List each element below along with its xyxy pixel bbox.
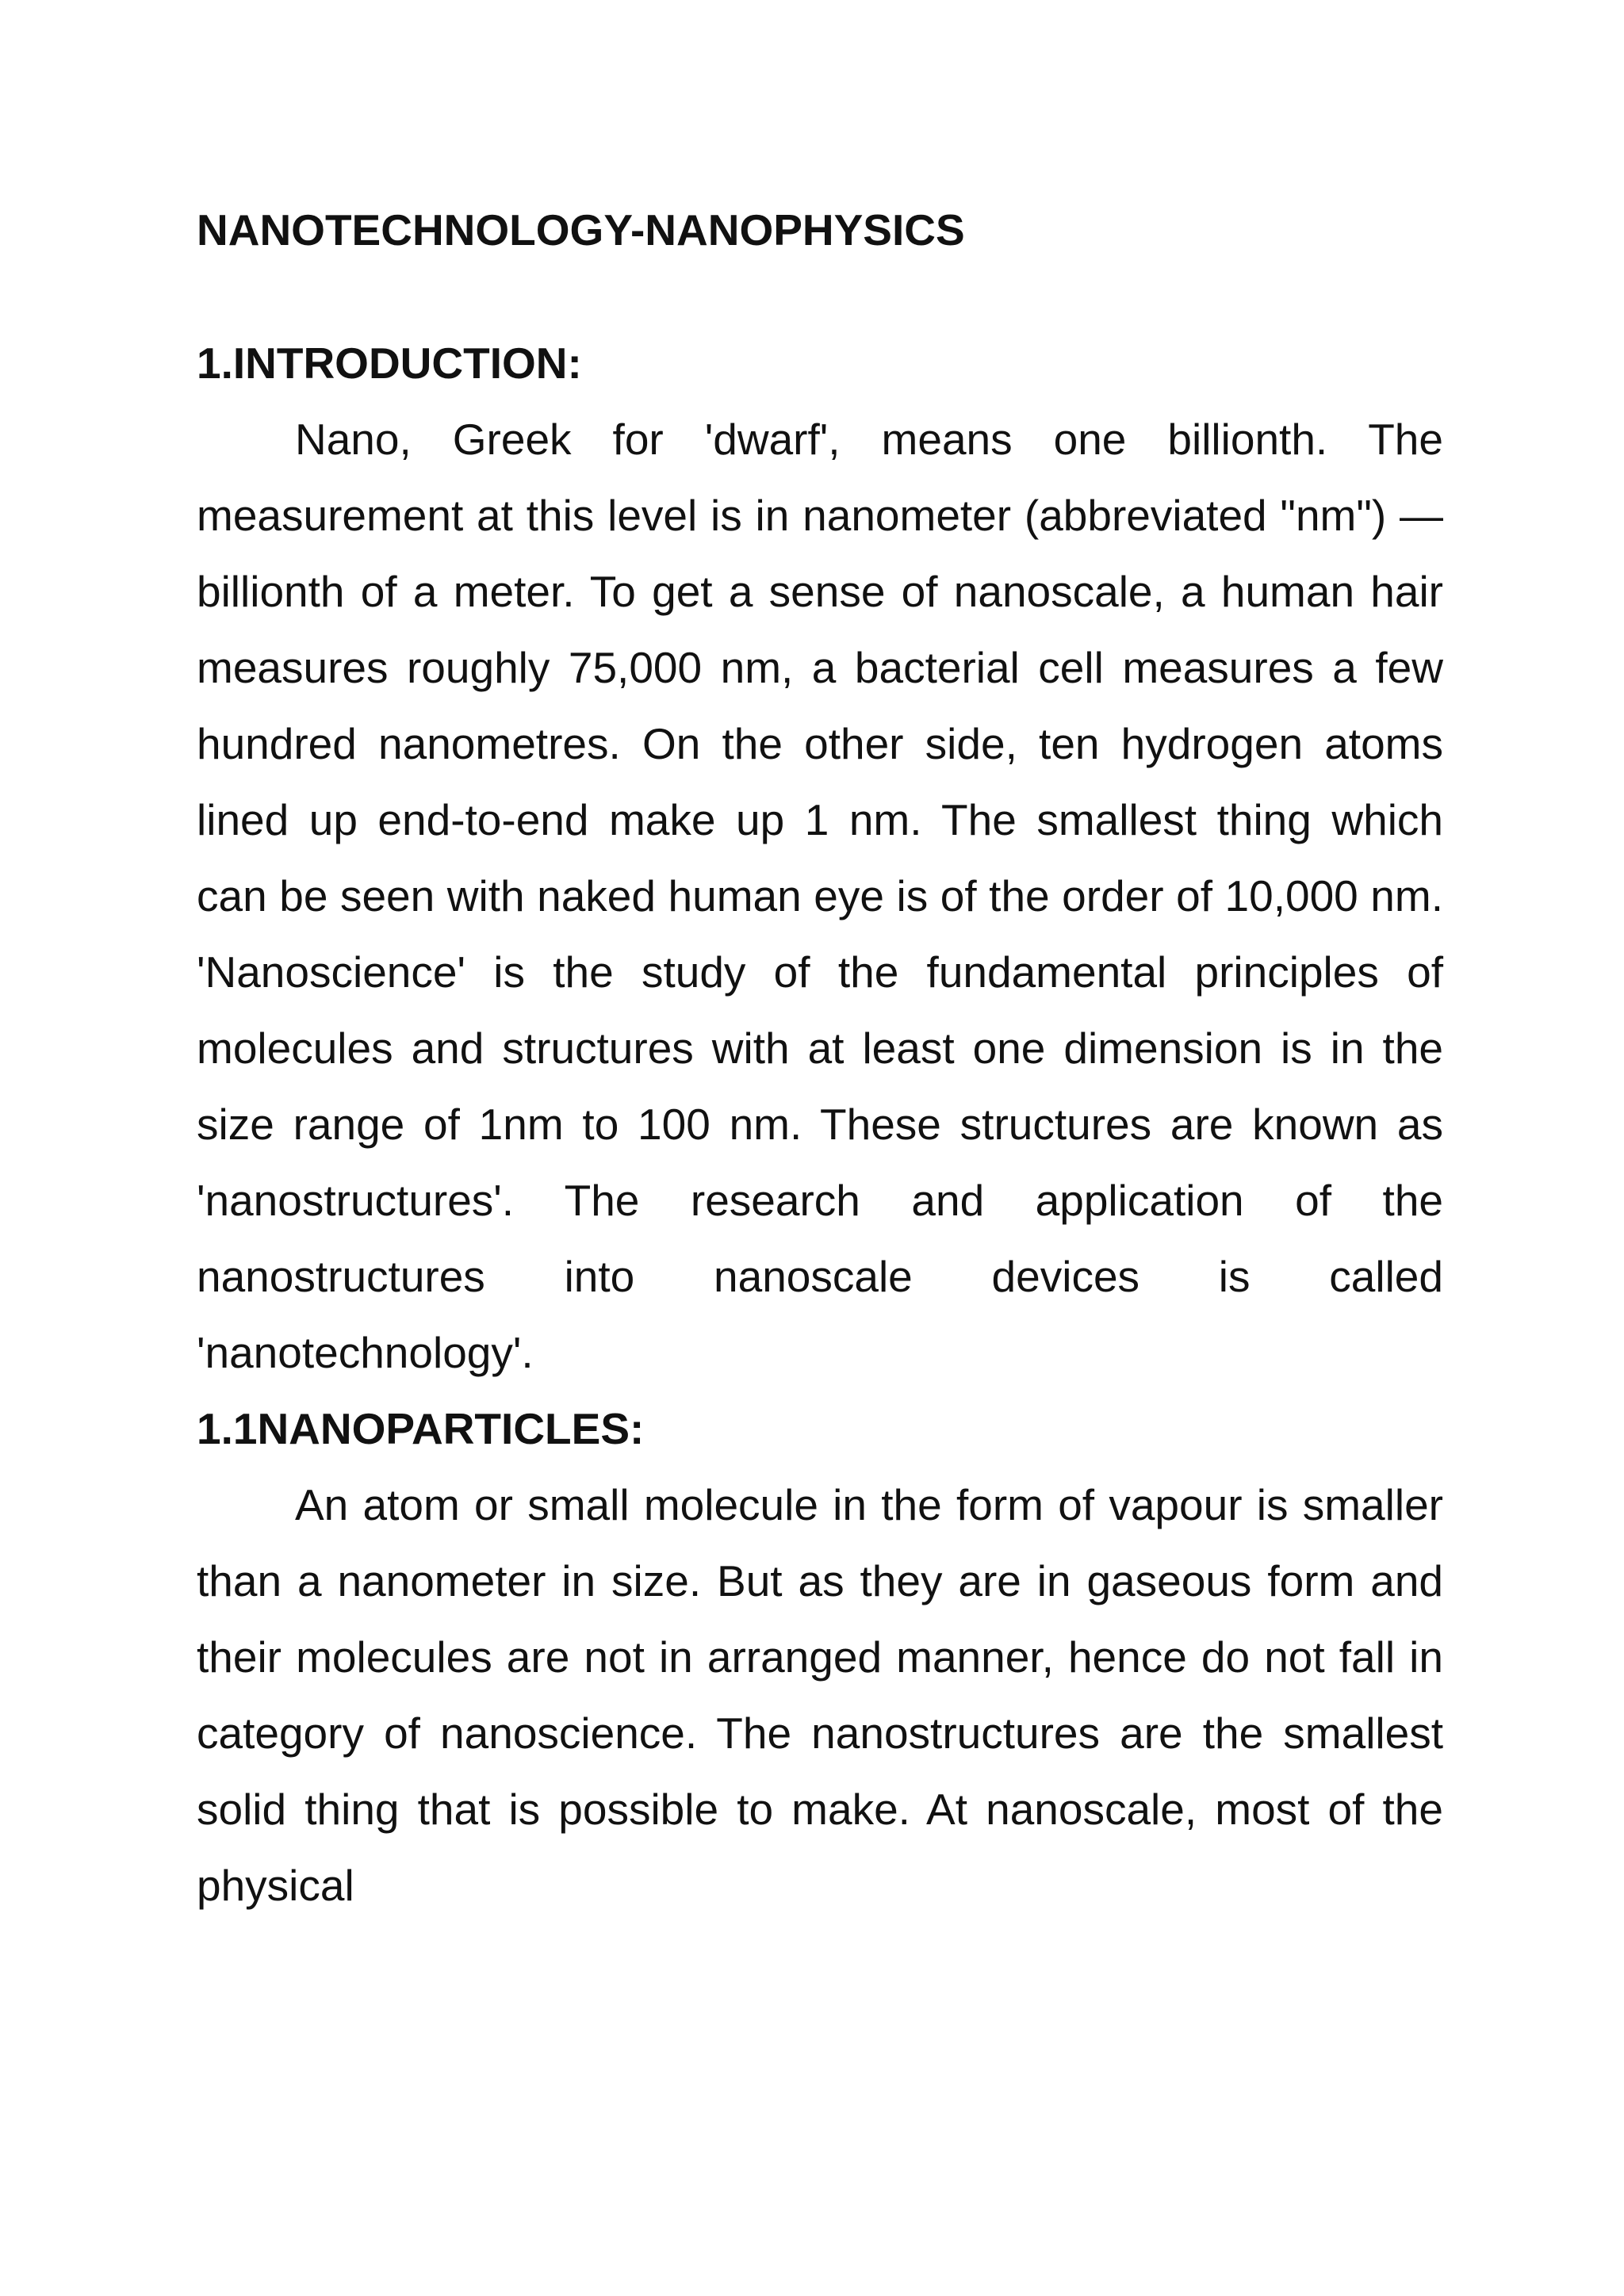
document-title: NANOTECHNOLOGY-NANOPHYSICS	[197, 205, 965, 254]
section-heading-introduction: 1.INTRODUCTION:	[197, 339, 582, 388]
nanoparticles-paragraph: An atom or small molecule in the form of vapour is smaller than a nanometer in size. But as they are in gaseous form and their molecules are not in arranged manner, hence do not fall in category of nanoscience. The nanostructures are the smallest solid thing that is possible to make. At nanoscale, most of the physical	[197, 1480, 1443, 1910]
document-page	[197, 198, 1443, 1923]
section-heading-nanoparticles: 1.1NANOPARTICLES:	[197, 1404, 645, 1453]
introduction-paragraph: Nano, Greek for 'dwarf', means one billionth. The measurement at this level is in nanometer (abbreviated "nm") — billionth of a meter. To get a sense of nanoscale, a human hair measures roughly 75,000 nm, a bacterial cell measures a few hundred nanometres. On the other side, ten hydrogen atoms lined up end-to-end make up 1 nm. The smallest thing which can be seen with naked human eye is of the order of 10,000 nm. 'Nanoscience' is the study of the fundamental principles of molecules and structures with at least one dimension is in the size range of 1nm to 100 nm. These structures are known as 'nanostructures'. The research and application of the nanostructures into nanoscale devices is called 'nanotechnology'.	[197, 415, 1443, 1377]
